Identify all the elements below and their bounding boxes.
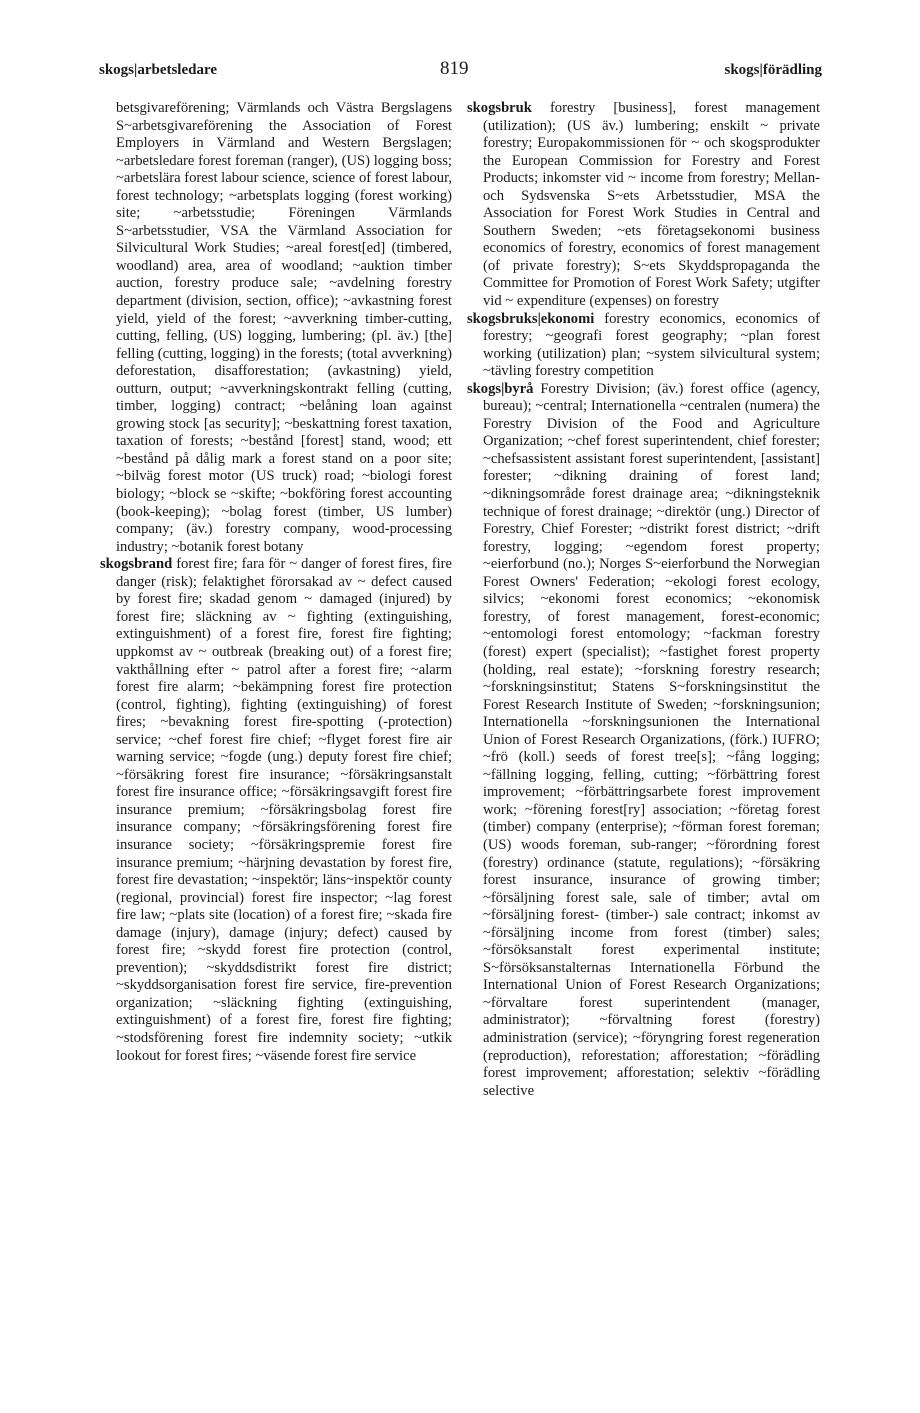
left-column: [100, 100, 452, 1065]
right-guide-word: skogs|förädling: [724, 62, 822, 78]
dictionary-entry: [467, 311, 820, 381]
entry-definition: forestry [business], forest management (utilization); (US äv.) lumbering; enskilt ~ private forestry; Europakommissionen för ~ och skogsprodukter the European Commission for Forestry and Forest Products; inkomster vid ~ income from forestry; Mellan- och Sydsvenska S~ets Arbetsstudier, MSA the Association for Forest Work Studies in Central and Southern Sweden; ~ets företagsekonomi business economics of forestry, economics of forest management (of private forestry); S~ets Skyddspropaganda the Committee for Promotion of Forest Work Safety; utgifter vid ~ expenditure (expenses) on forestry: [483, 100, 820, 310]
entry-headword: skogsbruks|ekonomi: [467, 310, 595, 327]
entry-headword: skogs|byrå: [467, 380, 534, 397]
left-guide-word: skogs|arbetsledare: [99, 62, 218, 78]
entry-definition: forest fire; fara för ~ danger of forest fires, fire danger (risk); felaktighet förorsakad av ~ defect caused by forest fire; skadad genom ~ damaged (injured) by forest fire; släckning av ~ fighting (extinguishing, extinguishment) of a forest fire, forest fire fighting; uppkomst av ~ outbreak (breaking out) of a forest fire; vakthållning efter ~ patrol after a forest fire; ~alarm forest fire alarm; ~bekämpning forest fire protection (control, fighting), fighting (extinguishing) of forest fires; ~bevakning forest fire-spotting (-protection) service; ~chef forest fire chief; ~flyget forest fire air warning service; ~fogde (ung.) deputy forest fire chief; ~försäkring forest fire insurance; ~försäkringsanstalt forest fire insurance office; ~försäkringsavgift forest fire insurance premium; ~försäkringsbolag forest fire insurance company; ~försäkringsförening forest fire insurance society; ~försäkringspremie forest fire insurance premium; ~härjning devastation by forest fire, forest fire devastation; ~inspektör; läns~inspektör county (regional, provincial) forest fire inspector; ~lag forest fire law; ~plats site (location) of a forest fire; ~skada fire damage (injury), damage (injury; defect) caused by forest fire; ~skydd forest fire protection (control, prevention); ~skyddsdistrikt forest fire district; ~skyddsorganisation forest fire service, fire-prevention organization; ~släckning fighting (extinguishing, extinguishment) of a forest fire, forest fire fighting; ~stodsförening forest fire indemnity society; ~utkik lookout for forest fires; ~väsende forest fire service: [116, 556, 452, 1064]
continued-entry-text: betsgivareförening; Värmlands och Västra Bergslagens S~arbetsgivareförening the Association of Forest Employers in Värmland and Western Bergslagen; ~arbetsledare forest foreman (ranger), (US) logging boss; ~arbetslära forest labour science, science of forest labour, forest technology; ~arbetsplats logging (forest working) site; ~arbetsstudie; Föreningen Värmlands S~arbetsstudier, VSA the Värmland Association for Silvicultural Work Studies; ~areal forest[ed] (timbered, woodland) area, area of woodland; ~auktion timber auction, forestry produce sale; ~avdelning forestry department (division, section, office); ~avkastning forest yield, yield of the forest; ~avverkning timber-cutting, cutting, felling, (US) logging, lumbering; (pl. äv.) [the] felling (cutting, logging) in the forests; (total avverkning) deforestation, disafforestation; (avkastning) yield, outturn, output; ~avverkningskontrakt felling (cutting, timber, logging) contract; ~belåning loan against growing stock [as security]; ~beskattning forest taxation, taxation of forests; ~bestånd [forest] stand, wood; ett ~bestånd på dålig mark a forest stand on a poor site; ~bilväg forest motor (US truck) road; ~biologi forest biology; ~block se ~skifte; ~bokföring forest accounting (book-keeping); ~bolag forest (timber, US lumber) company; (äv.) forestry company, wood-processing industry; ~botanik forest botany: [116, 100, 452, 555]
dictionary-entry: [467, 100, 820, 311]
dictionary-entry: [100, 556, 452, 1065]
page-number: 819: [440, 58, 469, 79]
entry-definition: Forestry Division; (äv.) forest office (agency, bureau); ~central; Internationella ~centralen (numera) the Forestry Division of the Food and Agriculture Organization; ~chef forest superintendent, chief forester; ~chefsassistent assistant forest superintendent, [assistant] forester; ~dikning draining of forest land; ~dikningsområde forest drainage area; ~dikningsteknik technique of forest drainage; ~direktör (ung.) Director of Forestry, Chief Forester; ~distrikt forest district; ~drift forestry, logging; ~egendom forest property; ~eierforbund (no.); Norges S~eierforbund the Norwegian Forest Owners' Federation; ~ekologi forest ecology, silvics; ~ekonomi forest economics; ~ekonomisk forestry, of forest management, forest-economic; ~entomologi forest entomology; ~fackman forestry (forest) expert (specialist); ~fastighet forest property (holding, real estate); ~forskning forestry research; ~forskningsinstitut; Statens S~forskningsinstitut the Forest Research Institute of Sweden; ~forskningsunion; Internationella ~forskningsunionen the International Union of Forest Research Organizations, (förk.) IUFRO; ~frö (koll.) seeds of forest tree[s]; ~fång logging; ~fällning logging, felling, cutting; ~förbättring forest improvement; ~förbättringsarbete forest improvement work; ~förening forest[ry] association; ~företag forest (timber) company (enterprise); ~förman forest foreman; (US) woods foreman, sub-ranger; ~förordning forest (forestry) ordinance (statute, regulations); ~försäkring forest insurance, insurance of growing timber; ~försäljning forest sale, sale of timber; avtal om ~försäljning forest- (timber-) sale contract; inkomst av ~försäljning income from forest (timber) sales; ~försöksanstalt forest experimental institute; S~försöksanstalternas Internationella Förbund the International Union of Forest Research Organizations; ~förvaltare forest superintendent (manager, administrator); ~förvaltning forest (forestry) administration (service); ~föryngring forest regeneration (reproduction), reforestation; afforestation; ~förädling forest improvement; afforestation; selektiv ~förädling selective: [483, 380, 820, 1099]
entry-definition: forestry economics, economics of forestry; ~geografi forest geography; ~plan forest working (utilization) plan; ~system silvicultural system; ~tävling forestry competition: [483, 310, 820, 380]
entry-headword: skogsbrand: [100, 556, 173, 573]
entry-headword: skogsbruk: [467, 100, 532, 116]
dictionary-entry: [467, 381, 820, 1100]
right-column: [467, 100, 820, 1100]
